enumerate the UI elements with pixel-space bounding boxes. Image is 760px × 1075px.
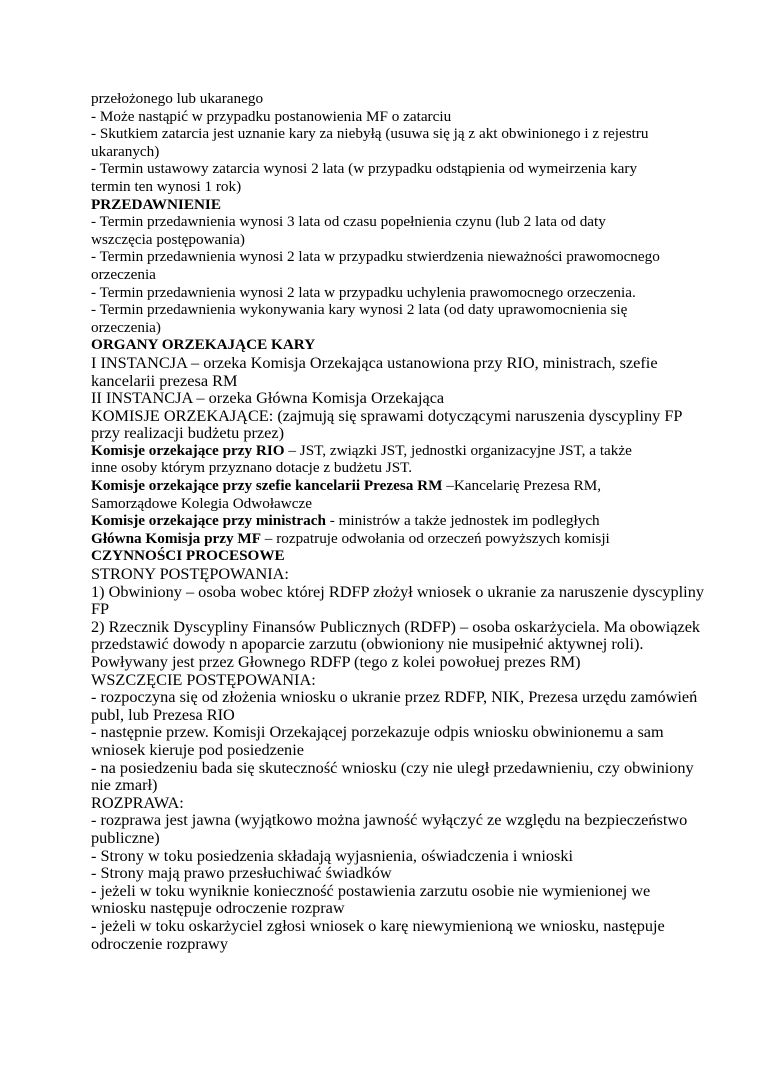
text-line: - Termin przedawnienia wykonywania kary wynosi 2 lata (od daty uprawomocnienia się — [91, 301, 628, 319]
text-line: FP — [91, 599, 110, 619]
text-line: 2) Rzecznik Dyscypliny Finansów Publicznych (RDFP) – osoba oskarżyciela. Ma obowiązek — [91, 616, 701, 636]
text-line — [91, 512, 691, 530]
text-line: - na posiedzeniu bada się skuteczność wniosku (czy nie uległ przedawnieniu, czy obwiniony — [91, 757, 694, 777]
text-line: - Skutkiem zatarcia jest uznanie kary za niebyłą (usuwa się ją z akt obwinionego i z rejestru — [91, 125, 649, 143]
text-segment: –Kancelarię Prezesa RM, — [442, 477, 601, 495]
text-line: publ, lub Prezesa RIO — [91, 704, 235, 724]
bold-term: Komisje orzekające przy RIO — [91, 441, 285, 459]
bold-term: Komisje orzekające przy szefie kancelarii Prezesa RM — [91, 477, 443, 495]
section-heading: CZYNNOŚCI PROCESOWE — [91, 547, 285, 565]
text-line: - Może nastąpić w przypadku postanowienia MF o zatarciu — [91, 107, 452, 125]
bold-term: Komisje orzekające przy ministrach — [91, 512, 326, 530]
text-line: publiczne) — [91, 827, 160, 847]
document-body — [91, 90, 704, 953]
section-heading: ORGANY ORZEKAJĄCE KARY — [91, 336, 316, 354]
text-line: - jeżeli w toku oskarżyciel zgłosi wniosek o karę niewymienioną we wniosku, następuje — [91, 915, 665, 935]
text-line: ROZPRAWA: — [91, 792, 184, 812]
text-line: ukaranych) — [91, 142, 160, 160]
text-line: przy realizacji budżetu przez) — [91, 423, 284, 443]
text-line: przedstawić dowody n apoparcie zarzutu (obwioniony nie musipełnić aktywnej roli). — [91, 634, 644, 654]
text-line: - Strony mają prawo przesłuchiwać świadków — [91, 863, 392, 883]
text-segment: – rozpatruje odwołania od orzeczeń powyższych komisji — [261, 529, 610, 547]
bold-term: Główna Komisja przy MF — [91, 529, 261, 547]
text-line — [91, 442, 691, 460]
text-line: - następnie przew. Komisji Orzekającej porzekazuje odpis wniosku obwinionemu a sam — [91, 722, 664, 742]
text-line — [91, 530, 691, 548]
text-line: orzeczenia — [91, 265, 156, 283]
text-line: wniosek kieruje pod posiedzenie — [91, 739, 304, 759]
text-line: I INSTANCJA – orzeka Komisja Orzekająca ustanowiona przy RIO, ministrach, szefie — [91, 352, 658, 372]
text-line: - Termin ustawowy zatarcia wynosi 2 lata (w przypadku odstąpienia od wymeirzenia kary — [91, 160, 638, 178]
text-line: orzeczenia) — [91, 318, 161, 336]
text-segment: - ministrów a także jednostek im podległych — [325, 512, 600, 530]
text-line: termin ten wynosi 1 rok) — [91, 177, 242, 195]
text-line: - Termin przedawnienia wynosi 2 lata w przypadku stwierdzenia nieważności prawomocnego — [91, 248, 660, 266]
text-line: - rozpoczyna się od złożenia wniosku o ukranie przez RDFP, NIK, Prezesa urzędu zamówień — [91, 687, 698, 707]
text-line: nie zmarł) — [91, 775, 158, 795]
text-line: Powływany jest przez Głownego RDFP (tego z kolei powołuej prezes RM) — [91, 652, 581, 671]
text-line: inne osoby którym przyznano dotacje z budżetu JST. — [91, 459, 413, 477]
text-segment: – JST, związki JST, jednostki organizacyjne JST, a także — [284, 441, 632, 459]
text-line: odroczenie rozprawy — [91, 933, 228, 953]
text-line: - jeżeli w toku wyniknie konieczność postawienia zarzutu osobie nie wymienionej we — [91, 880, 651, 900]
text-line: Samorządowe Kolegia Odwoławcze — [91, 494, 312, 512]
text-line: 1) Obwiniony – osoba wobec której RDFP złożył wniosek o ukranie za naruszenie dyscypliny — [91, 581, 704, 601]
text-line: wszczęcia postępowania) — [91, 230, 245, 248]
section-heading: PRZEDAWNIENIE — [91, 195, 221, 213]
text-line: kancelarii prezesa RM — [91, 370, 238, 390]
text-line: wniosku następuje odroczenie rozpraw — [91, 898, 345, 918]
text-line: II INSTANCJA – orzeka Główna Komisja Orzekająca — [91, 388, 445, 408]
text-line: - Termin przedawnienia wynosi 3 lata od czasu popełnienia czynu (lub 2 lata od daty — [91, 213, 606, 231]
text-line: - Strony w toku posiedzenia składają wyjasnienia, oświadczenia i wnioski — [91, 845, 573, 865]
text-line: - rozprawa jest jawna (wyjątkowo można jawność wyłączyć ze względu na bezpieczeństwo — [91, 810, 688, 830]
text-line: STRONY POSTĘPOWANIA: — [91, 564, 289, 584]
text-line — [91, 477, 691, 495]
text-line: - Termin przedawnienia wynosi 2 lata w przypadku uchylenia prawomocnego orzeczenia. — [91, 283, 636, 301]
text-line: przełożonego lub ukaranego — [91, 90, 264, 107]
text-line: KOMISJE ORZEKAJĄCE: (zajmują się sprawami dotyczącymi naruszenia dyscypliny FP — [91, 405, 683, 425]
text-line: WSZCZĘCIE POSTĘPOWANIA: — [91, 669, 316, 689]
